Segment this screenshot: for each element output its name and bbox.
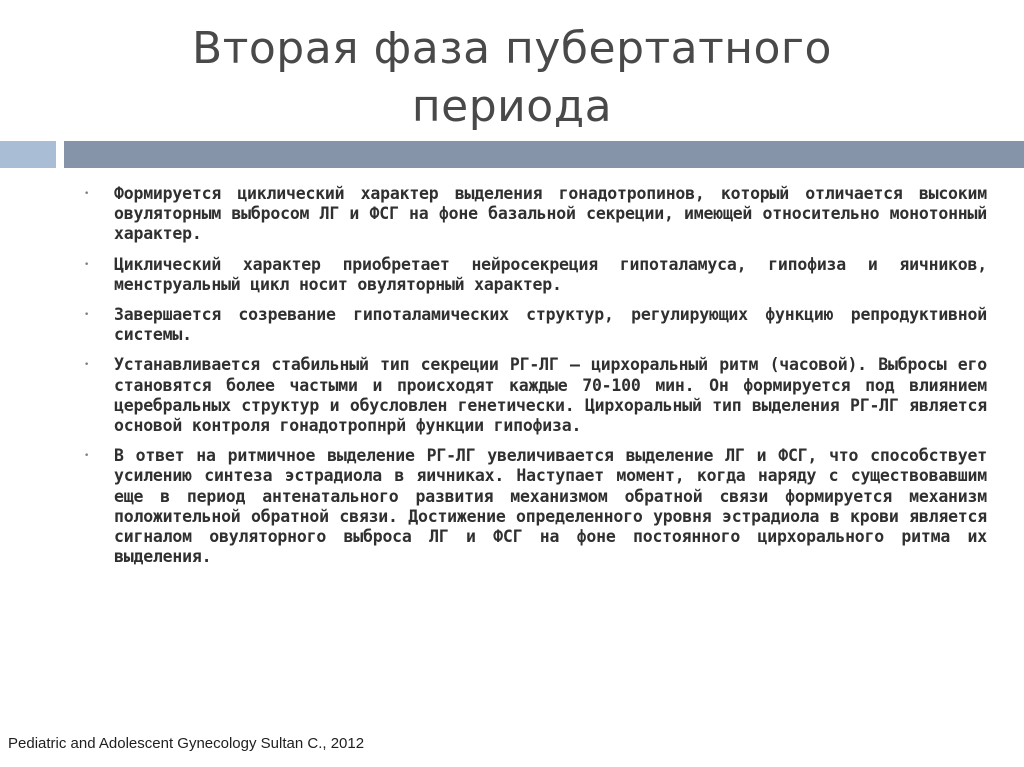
- bullet-text: Формируется циклический характер выделения гонадотропинов, который отличается высоким овуляторным выбросом ЛГ и ФСГ на фоне базальной секреции, имеющей относительно монотонный характер.: [114, 184, 987, 244]
- title-divider-accent: [0, 141, 56, 168]
- bullet-item: [72, 446, 987, 567]
- bullet-item: [72, 305, 987, 345]
- bullet-dot-icon: •: [84, 360, 90, 371]
- bullet-text: В ответ на ритмичное выделение РГ-ЛГ увеличивается выделение ЛГ и ФСГ, что способствует усилению синтеза эстрадиола в яичниках. Наступает момент, когда наряду с существовавшим еще в период антенатального развития механизмом обратной связи формируется механизм положительной обратной связи. Достижение определенного уровня эстрадиола в крови является сигналом овуляторного выброса ЛГ и ФСГ на фоне постоянного цирхорального ритма их выделения.: [114, 446, 987, 567]
- bullet-text: Завершается созревание гипоталамических структур, регулирующих функцию репродуктивной системы.: [114, 305, 987, 345]
- source-citation: Pediatric and Adolescent Gynecology Sultan C., 2012: [8, 735, 365, 752]
- slide-title-line-2: периода: [411, 81, 613, 132]
- bullet-text: Устанавливается стабильный тип секреции РГ-ЛГ – цирхоральный ритм (часовой). Выбросы его становятся более частыми и происходят каждые 70-100 мин. Он формируется под влиянием церебральных структур и обусловлен генетически. Цирхоральный тип выделения РГ-ЛГ является основой контроля гонадотропнрй функции гипофиза.: [114, 355, 987, 436]
- bullet-dot-icon: •: [84, 189, 90, 199]
- bullet-dot-icon: •: [84, 259, 90, 270]
- bullet-dot-icon: •: [84, 451, 90, 462]
- bullet-dot-icon: •: [84, 310, 90, 321]
- bullet-item: [72, 255, 987, 295]
- bullet-item: [72, 184, 987, 245]
- bullet-text: Циклический характер приобретает нейросекреция гипоталамуса, гипофиза и яичников, менструальный цикл носит овуляторный характер.: [114, 254, 987, 294]
- bullet-item: [72, 355, 987, 436]
- title-divider-bar: [64, 141, 1024, 168]
- slide-title-line-1: Вторая фаза пубертатного: [192, 23, 832, 74]
- bullet-list: [72, 184, 987, 577]
- slide-title: [0, 20, 1024, 136]
